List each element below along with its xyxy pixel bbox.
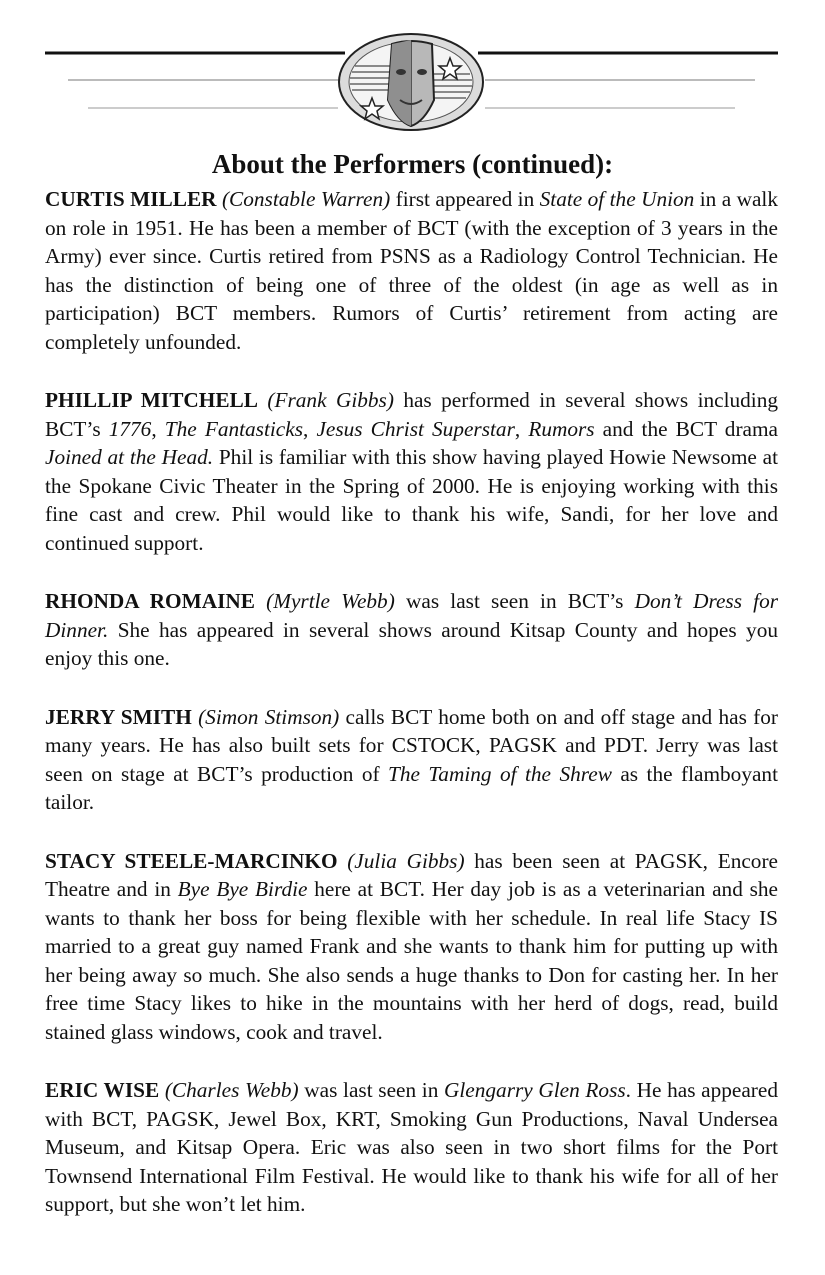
page-title: About the Performers (continued):: [211, 149, 614, 179]
show-title: 1776: [108, 416, 152, 441]
bio-text: ,: [303, 416, 317, 441]
bio-text: in a walk on role in 1951. He has been a member of BCT (with the exception of 3 years in the Army) ever since. Curtis retired from PSNS as a Radiology Control Technician. He has the distinction of being one of three of the oldest (in age as well as in participation) BCT members. Rumors of Curtis’ retirement from acting are completely unfounded.: [45, 187, 778, 354]
bio-text: was last seen in BCT’s: [394, 589, 635, 613]
theater-masks-logo: [0, 30, 825, 150]
performer-bio: [45, 847, 778, 1047]
performer-bios: [45, 185, 778, 1249]
performer-bio: [45, 185, 778, 356]
role-name: (Myrtle Webb): [266, 589, 395, 613]
show-title: Don’t Dress for Dinner.: [45, 589, 779, 642]
bio-text: first appeared in: [390, 187, 540, 211]
bio-text: has performed in several shows including BCT’s: [45, 388, 779, 441]
show-title: Rumors: [528, 416, 595, 441]
performer-name: CURTIS MILLER: [45, 187, 217, 211]
role-name: (Julia Gibbs): [347, 848, 465, 873]
performer-name: JERRY SMITH: [45, 704, 192, 729]
bio-text: as the flamboyant tailor.: [45, 761, 778, 814]
bio-text: ,: [514, 416, 529, 441]
bio-text: She has appeared in several shows around Kitsap County and hopes you enjoy this one.: [45, 617, 778, 670]
show-title: The Taming of the Shrew: [388, 761, 612, 786]
performer-name: ERIC WISE: [45, 1078, 160, 1102]
show-title: Bye Bye Birdie: [177, 877, 308, 901]
role-name: (Charles Webb): [164, 1078, 299, 1102]
bio-text: here at BCT. Her day job is as a veterinarian and she wants to thank her boss for being flexible with her schedule. In real life Stacy IS married to a great guy named Frank and she wants to thank him for putting up with her being away so much. She also sends a huge thanks to Don for casting her. In her free time Stacy likes to hike in the mountains with her herd of dogs, read, build stained glass windows, cook and travel.: [45, 877, 779, 1044]
performer-bio: [45, 386, 778, 557]
show-title: Joined at the Head.: [45, 445, 214, 469]
performer-bio: [45, 587, 778, 673]
bio-text: was last seen in: [298, 1078, 444, 1102]
bio-text: ,: [151, 416, 165, 441]
header-ornament: [0, 30, 825, 160]
performer-bio: [45, 1076, 778, 1219]
performer-bio: [45, 703, 778, 817]
performer-name: RHONDA ROMAINE: [45, 589, 255, 613]
bio-text: Phil is familiar with this show having played Howie Newsome at the Spokane Civic Theater in the Spring of 2000. He is enjoying working with this fine cast and crew. Phil would like to thank his wife, Sandi, for her love and continued support.: [45, 445, 778, 555]
role-name: (Simon Stimson): [198, 704, 340, 729]
show-title: The Fantasticks: [164, 416, 303, 441]
bio-text: calls BCT home both on and off stage and has for many years. He has also built sets for CSTOCK, PAGSK and PDT. Jerry was last seen on stage at BCT’s production of: [45, 704, 778, 786]
show-title: State of the Union: [539, 187, 695, 211]
role-name: (Frank Gibbs): [267, 388, 394, 412]
bio-text: . He has appeared with BCT, PAGSK, Jewel Box, KRT, Smoking Gun Productions, Naval Undersea Museum, and Kitsap Opera. Eric was also seen in two short films for the Port Townsend International Film Festival. He would like to thank his wife for all of her support, but she won’t let him.: [45, 1078, 778, 1216]
show-title: Jesus Christ Superstar: [316, 416, 515, 441]
bio-text: has been seen at PAGSK, Encore Theatre and in: [45, 848, 778, 901]
show-title: Glengarry Glen Ross: [444, 1078, 626, 1102]
bio-text: and the BCT drama: [594, 416, 779, 441]
performer-name: STACY STEELE-MARCINKO: [45, 848, 338, 873]
performer-name: PHILLIP MITCHELL: [45, 388, 258, 412]
role-name: (Constable Warren): [221, 187, 391, 211]
